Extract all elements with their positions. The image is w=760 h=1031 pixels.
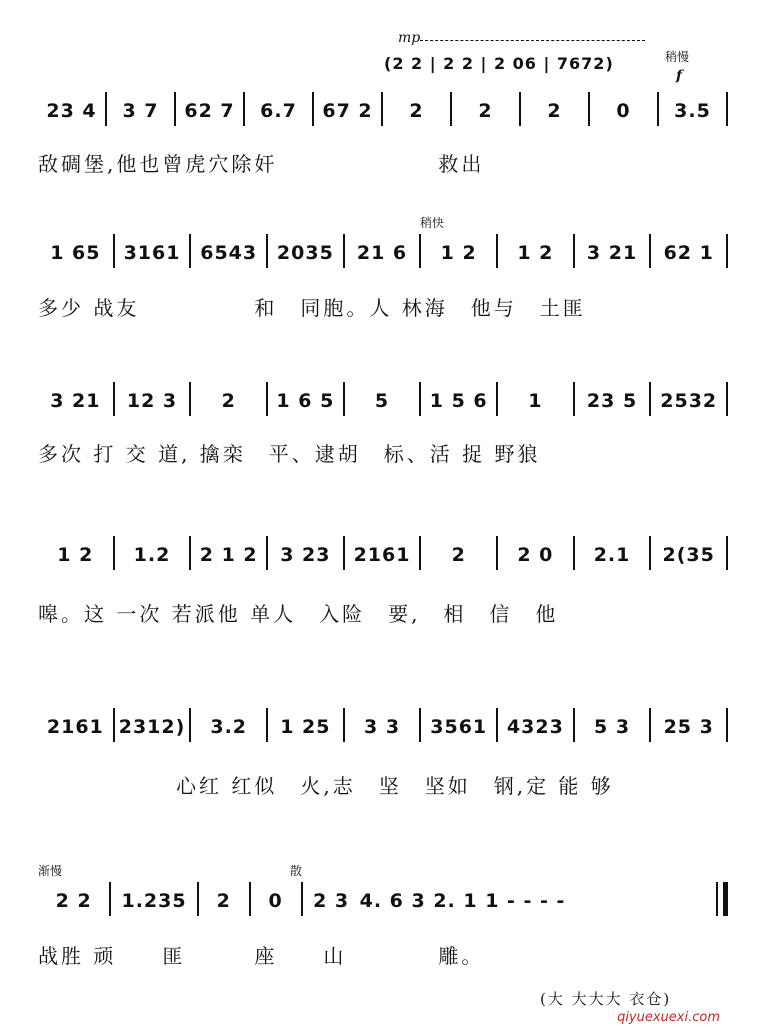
measure: 0 bbox=[616, 100, 631, 122]
watermark: qiyuexuexi.com bbox=[617, 1010, 720, 1025]
measure: 3.5 bbox=[674, 100, 711, 122]
barline bbox=[726, 708, 728, 742]
measure: 2312) bbox=[118, 716, 186, 738]
measure: 23 4 bbox=[46, 100, 97, 122]
measure: 1 bbox=[528, 390, 543, 412]
measure: 3 21 bbox=[50, 390, 101, 412]
lyrics-row: 多少 战友 和 同胞。人 林海 他与 土匪 bbox=[38, 296, 586, 320]
measure: 2 bbox=[216, 890, 231, 912]
measure: 1 65 bbox=[50, 242, 101, 264]
tempo-mark-slow: 稍慢 bbox=[665, 50, 690, 64]
measure: 3 3 bbox=[363, 716, 401, 738]
measure: 25 3 bbox=[663, 716, 714, 738]
measure: 3 21 bbox=[586, 242, 638, 264]
measure: 2 bbox=[409, 100, 424, 122]
final-barline bbox=[716, 882, 728, 916]
measure: 1 5 6 bbox=[429, 390, 488, 412]
lyrics-row: 嗥。这 一次 若派他 单人 入险 要, 相 信 他 bbox=[38, 602, 559, 626]
tempo-mark: 渐慢 bbox=[38, 864, 63, 878]
measure: 1 2 bbox=[57, 544, 94, 566]
notes-row bbox=[38, 704, 728, 744]
measure: 0 bbox=[268, 890, 283, 912]
measure: 2 bbox=[221, 390, 236, 412]
notes-row bbox=[38, 88, 728, 128]
measure: 1 2 bbox=[440, 242, 477, 264]
crescendo-line bbox=[420, 40, 645, 41]
measure: 3.2 bbox=[210, 716, 248, 738]
measure: 2 1 2 bbox=[199, 544, 258, 566]
lyrics-row: 心红 红似 火,志 坚 坚如 钢,定 能 够 bbox=[38, 774, 614, 798]
intro-notes: (2 2 | 2 2 | 2 06 | 7672) bbox=[384, 54, 614, 73]
measure: 5 bbox=[374, 390, 390, 412]
notes-row bbox=[38, 230, 728, 270]
measure: 2 0 bbox=[517, 544, 554, 566]
barline bbox=[726, 92, 728, 126]
percussion-line: (大 大大大 衣仓) bbox=[540, 990, 672, 1008]
measure: 2161 bbox=[353, 544, 411, 566]
notes-row bbox=[38, 878, 728, 918]
measure: 1 25 bbox=[280, 716, 331, 738]
measure: 4323 bbox=[506, 716, 564, 738]
lyrics-row: 战胜 顽 匪 座 山 雕。 bbox=[38, 944, 485, 968]
tempo-free-mark: 散 bbox=[290, 864, 303, 878]
dynamic-f: f bbox=[676, 68, 683, 84]
measure: 3161 bbox=[123, 242, 181, 264]
lyrics-row: 敌碉堡,他也曾虎穴除奸 救出 bbox=[38, 152, 485, 176]
measure: 62 1 bbox=[663, 242, 714, 264]
measure: 2 bbox=[547, 100, 562, 122]
measure: 6.7 bbox=[260, 100, 297, 122]
notes-row bbox=[38, 532, 728, 572]
measure: 1 6 5 bbox=[276, 390, 335, 412]
measure: 12 3 bbox=[126, 390, 178, 412]
measure: 62 7 bbox=[184, 100, 235, 122]
lyrics-row: 多次 打 交 道, 擒栾 平、逮胡 标、活 捉 野狼 bbox=[38, 442, 541, 466]
measure: 2532 bbox=[660, 390, 718, 412]
measure: 5 3 bbox=[594, 716, 631, 738]
notes-row bbox=[38, 378, 728, 418]
measure: 2161 bbox=[46, 716, 104, 738]
barline bbox=[726, 536, 728, 570]
measure: 2 bbox=[478, 100, 493, 122]
measure: 1.235 bbox=[121, 890, 187, 912]
measure: 6543 bbox=[200, 242, 258, 264]
measure: 1 2 bbox=[517, 242, 554, 264]
measure: 2 2 bbox=[55, 890, 92, 912]
measure: 2035 bbox=[276, 242, 334, 264]
measure: 2(35 bbox=[662, 544, 715, 566]
tempo-mark: 稍快 bbox=[420, 216, 445, 230]
measure: 2 3 bbox=[313, 890, 350, 912]
measure: 2.1 bbox=[593, 544, 631, 566]
measure: 3 23 bbox=[280, 544, 331, 566]
measure: 67 2 bbox=[322, 100, 373, 122]
barline bbox=[726, 234, 728, 268]
measure: 2 bbox=[451, 544, 466, 566]
barline bbox=[726, 382, 728, 416]
measure: 3561 bbox=[430, 716, 488, 738]
measure: 4. 6 3 2. 1 1 - - - - bbox=[359, 890, 566, 912]
measure: 3 7 bbox=[122, 100, 159, 122]
measure: 23 5 bbox=[586, 390, 638, 412]
measure: 21 6 bbox=[356, 242, 408, 264]
dynamic-mp: mp bbox=[398, 30, 421, 46]
measure: 1.2 bbox=[133, 544, 171, 566]
